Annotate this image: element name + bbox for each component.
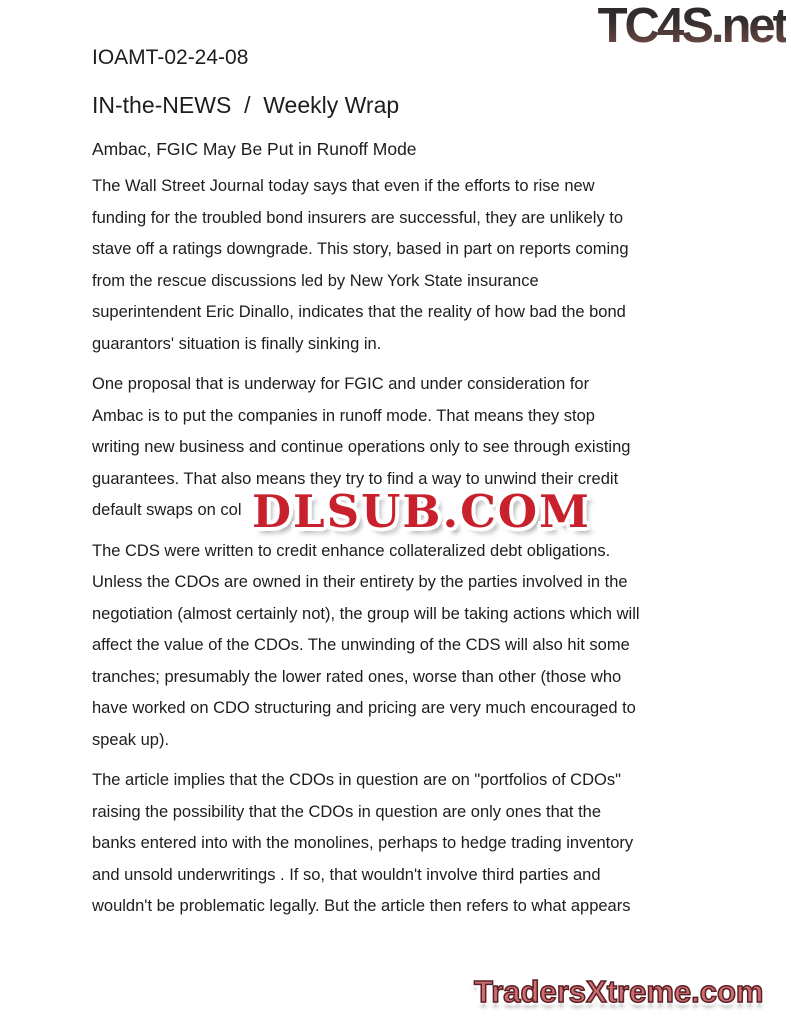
article-headline: Ambac, FGIC May Be Put in Runoff Mode [92,139,417,159]
paragraph-3: The CDS were written to credit enhance collateralized debt obligations. Unless the CDOs are owned in their entirety by the parties involved in the negotiation (almost certainly not), the group will be taking actions which will affect the value of the CDOs. The unwinding of the CDS will also hit some tranches; presumably the lower rated ones, worse than other (those who have worked on CDO structuring and pricing are very much encouraged to speak up). [92,541,640,749]
paragraph-2: One proposal that is underway for FGIC and under consideration for Ambac is to put the companies in runoff mode. That means they stop writing new business and continue operations only to see through existing guarantees. That also means they try to find a way to unwind their credit default swaps on col [92,375,631,519]
paragraph-1: The Wall Street Journal today says that even if the efforts to rise new funding for the troubled bond insurers are successful, they are unlikely to stave off a ratings downgrade. This story, based in part on reports coming from the rescue discussions led by New York State insurance superintendent Eric Dinallo, indicates that the reality of how bad the bond guarantors' situation is finally sinking in. [92,177,629,353]
section-title: IN-the-NEWS / Weekly Wrap [92,92,400,118]
doc-id: IOAMT-02-24-08 [92,46,249,69]
paragraph-4: The article implies that the CDOs in question are on "portfolios of CDOs" raising the possibility that the CDOs in question are only ones that the banks entered into with the monolines, perhaps to hedge trading inventory and unsold underwritings . If so, that wouldn't involve third parties and wouldn't be problematic legally. But the article then refers to what appears [92,771,634,915]
tc4s-watermark-logo: TC4S.net [597,0,786,53]
dlsub-watermark: DLSUB.COM [252,485,591,538]
tradersxtreme-watermark: TradersXtreme.com [474,974,764,1009]
